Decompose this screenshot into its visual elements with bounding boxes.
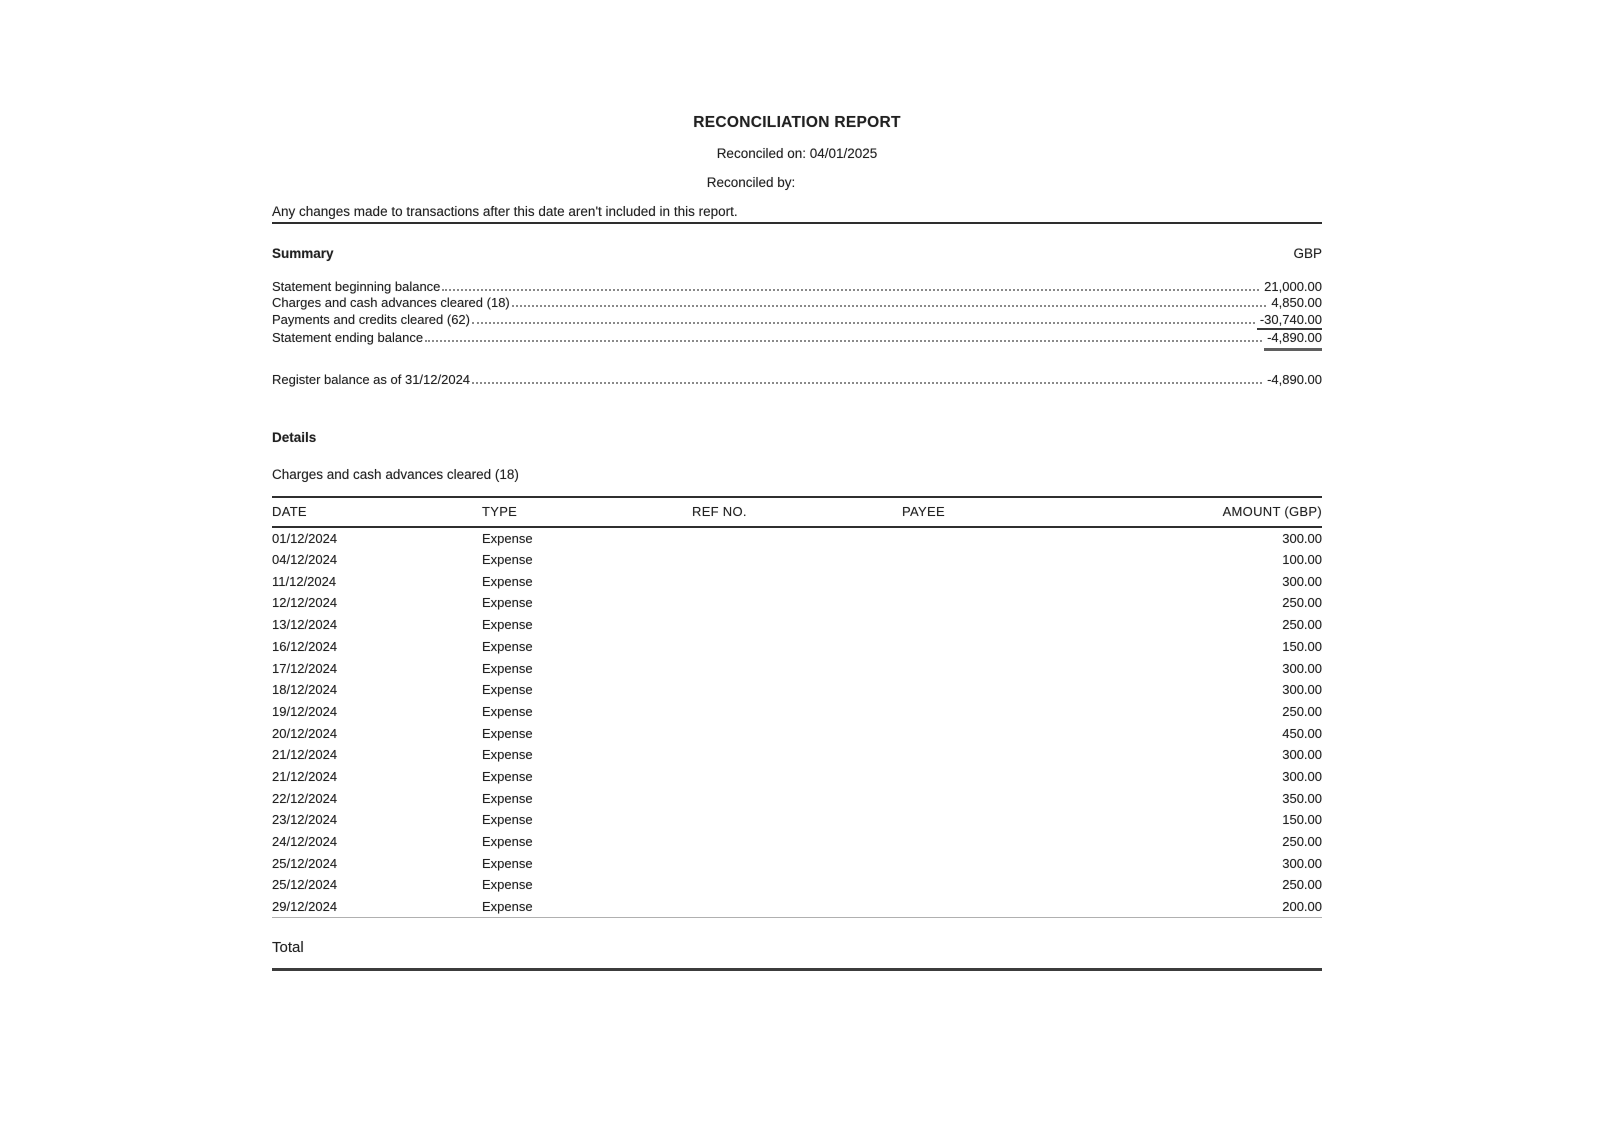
cell-amount: 300.00 [1282, 682, 1322, 698]
cell-type: Expense [482, 573, 533, 589]
table-row [272, 722, 1322, 744]
cell-payee [902, 766, 1112, 788]
cell-payee [902, 679, 1112, 701]
cell-date: 23/12/2024 [272, 812, 338, 828]
summary-row-label: Statement ending balance [272, 330, 424, 346]
cell-date: 13/12/2024 [272, 617, 338, 633]
cell-payee [902, 896, 1112, 918]
cell-payee [902, 744, 1112, 766]
cell-date: 16/12/2024 [272, 638, 338, 654]
cell-amount: 250.00 [1282, 617, 1322, 633]
cell-ref-no [692, 701, 902, 723]
cell-amount: 300.00 [1282, 747, 1322, 763]
cell-ref-no [692, 527, 902, 549]
table-row [272, 570, 1322, 592]
cell-ref-no [692, 570, 902, 592]
cell-ref-no [692, 722, 902, 744]
cell-date: 25/12/2024 [272, 855, 338, 871]
table-row [272, 635, 1322, 657]
table-row [272, 527, 1322, 549]
cell-date: 20/12/2024 [272, 725, 338, 741]
cell-type: Expense [482, 812, 533, 828]
table-row [272, 744, 1322, 766]
column-header-payee: PAYEE [902, 504, 945, 520]
table-row [272, 701, 1322, 723]
summary-rows [272, 279, 1322, 351]
cell-date: 01/12/2024 [272, 530, 338, 546]
details-table-header-row [272, 497, 1322, 527]
cell-payee [902, 592, 1112, 614]
cell-ref-no [692, 614, 902, 636]
summary-row-value: 21,000.00 [1264, 279, 1322, 294]
cell-payee [902, 701, 1112, 723]
cell-ref-no [692, 809, 902, 831]
cell-date: 11/12/2024 [272, 573, 337, 589]
summary-row-charges-cleared [272, 295, 1322, 311]
cell-amount: 300.00 [1282, 573, 1322, 589]
cell-ref-no [692, 592, 902, 614]
cell-ref-no [692, 874, 902, 896]
cell-amount: 300.00 [1282, 660, 1322, 676]
cell-type: Expense [482, 768, 533, 784]
cell-payee [902, 570, 1112, 592]
cell-payee [902, 831, 1112, 853]
cell-date: 25/12/2024 [272, 877, 338, 893]
cell-amount: 300.00 [1282, 855, 1322, 871]
cell-amount: 150.00 [1282, 812, 1322, 828]
dot-leader [425, 340, 1262, 342]
dot-leader [472, 382, 1262, 384]
column-header-ref-no: REF NO. [692, 504, 747, 520]
summary-row-label: Statement beginning balance [272, 279, 441, 294]
cell-date: 18/12/2024 [272, 682, 338, 698]
cell-amount: 150.00 [1282, 638, 1322, 654]
details-table [272, 496, 1322, 918]
table-row [272, 874, 1322, 896]
cell-date: 04/12/2024 [272, 552, 338, 568]
reconciled-on-line: Reconciled on: 04/01/2025 [716, 146, 878, 161]
cell-amount: 100.00 [1282, 552, 1322, 568]
summary-row-value: -4,890.00 [1264, 330, 1322, 350]
cell-ref-no [692, 896, 902, 918]
dot-leader [512, 305, 1267, 307]
cell-date: 21/12/2024 [272, 768, 338, 784]
cell-type: Expense [482, 682, 533, 698]
details-table-body [272, 527, 1322, 917]
cell-type: Expense [482, 552, 533, 568]
cell-amount: 250.00 [1282, 595, 1322, 611]
cell-type: Expense [482, 855, 533, 871]
cell-date: 29/12/2024 [272, 898, 338, 914]
page-title: RECONCILIATION REPORT [693, 114, 901, 131]
summary-row-payments-cleared [272, 312, 1322, 330]
cell-date: 21/12/2024 [272, 747, 338, 763]
table-row [272, 766, 1322, 788]
cell-payee [902, 614, 1112, 636]
cell-ref-no [692, 831, 902, 853]
currency-label: GBP [1293, 246, 1322, 261]
cell-type: Expense [482, 898, 533, 914]
summary-row-value: -30,740.00 [1257, 312, 1322, 330]
summary-row-value: 4,850.00 [1271, 295, 1322, 311]
table-row [272, 809, 1322, 831]
cell-type: Expense [482, 703, 533, 719]
details-heading: Details [272, 430, 317, 446]
cell-amount: 300.00 [1282, 530, 1322, 546]
cell-amount: 250.00 [1282, 877, 1322, 893]
cell-date: 19/12/2024 [272, 703, 338, 719]
cell-ref-no [692, 744, 902, 766]
cell-ref-no [692, 787, 902, 809]
cell-ref-no [692, 679, 902, 701]
cell-amount: 200.00 [1282, 898, 1322, 914]
cell-amount: 250.00 [1282, 703, 1322, 719]
table-row [272, 787, 1322, 809]
cell-ref-no [692, 852, 902, 874]
cell-date: 12/12/2024 [272, 595, 338, 611]
cell-date: 22/12/2024 [272, 790, 338, 806]
summary-heading: Summary [272, 246, 334, 261]
dot-leader [472, 322, 1255, 324]
cell-amount: 450.00 [1282, 725, 1322, 741]
register-balance-row [272, 372, 1322, 388]
cell-payee [902, 852, 1112, 874]
cell-type: Expense [482, 530, 533, 546]
column-header-type: TYPE [482, 504, 518, 520]
notice-line: Any changes made to transactions after this date aren't included in this report. [272, 204, 1322, 224]
cell-payee [902, 809, 1112, 831]
column-header-date: DATE [272, 504, 307, 520]
table-row [272, 852, 1322, 874]
column-header-amount: AMOUNT (GBP) [1222, 504, 1322, 520]
table-row [272, 657, 1322, 679]
cell-amount: 350.00 [1282, 790, 1322, 806]
table-row [272, 549, 1322, 571]
cell-ref-no [692, 635, 902, 657]
summary-row-label: Payments and credits cleared (62) [272, 311, 470, 327]
summary-row-beginning-balance [272, 279, 1322, 295]
cell-date: 17/12/2024 [272, 660, 338, 676]
cell-type: Expense [482, 747, 533, 763]
cell-payee [902, 787, 1112, 809]
table-row [272, 614, 1322, 636]
cell-type: Expense [482, 595, 533, 611]
cell-amount: 300.00 [1282, 768, 1322, 784]
cell-ref-no [692, 549, 902, 571]
register-balance-label: Register balance as of 31/12/2024 [272, 371, 471, 387]
table-row [272, 896, 1322, 918]
cell-payee [902, 657, 1112, 679]
cell-type: Expense [482, 834, 533, 849]
cell-ref-no [692, 766, 902, 788]
cell-payee [902, 874, 1112, 896]
table-row [272, 679, 1322, 701]
register-balance-value: -4,890.00 [1267, 371, 1322, 387]
cell-payee [902, 549, 1112, 571]
dot-leader [442, 289, 1259, 291]
reconciled-by-line: Reconciled by: [706, 175, 796, 190]
cell-amount: 250.00 [1282, 834, 1322, 849]
cell-type: Expense [482, 790, 533, 806]
cell-type: Expense [482, 617, 533, 633]
cell-type: Expense [482, 638, 533, 654]
table-row [272, 831, 1322, 853]
cell-payee [902, 635, 1112, 657]
summary-row-ending-balance [272, 330, 1322, 350]
cell-payee [902, 527, 1112, 549]
total-label: Total [272, 938, 304, 956]
cell-type: Expense [482, 660, 533, 676]
table-row [272, 592, 1322, 614]
details-subheading: Charges and cash advances cleared (18) [272, 467, 519, 483]
cell-date: 24/12/2024 [272, 834, 338, 849]
report-content [272, 0, 1322, 971]
cell-ref-no [692, 657, 902, 679]
cell-type: Expense [482, 877, 533, 893]
cell-payee [902, 722, 1112, 744]
bottom-rule [272, 968, 1322, 971]
summary-row-label: Charges and cash advances cleared (18) [272, 295, 510, 311]
cell-type: Expense [482, 725, 533, 741]
